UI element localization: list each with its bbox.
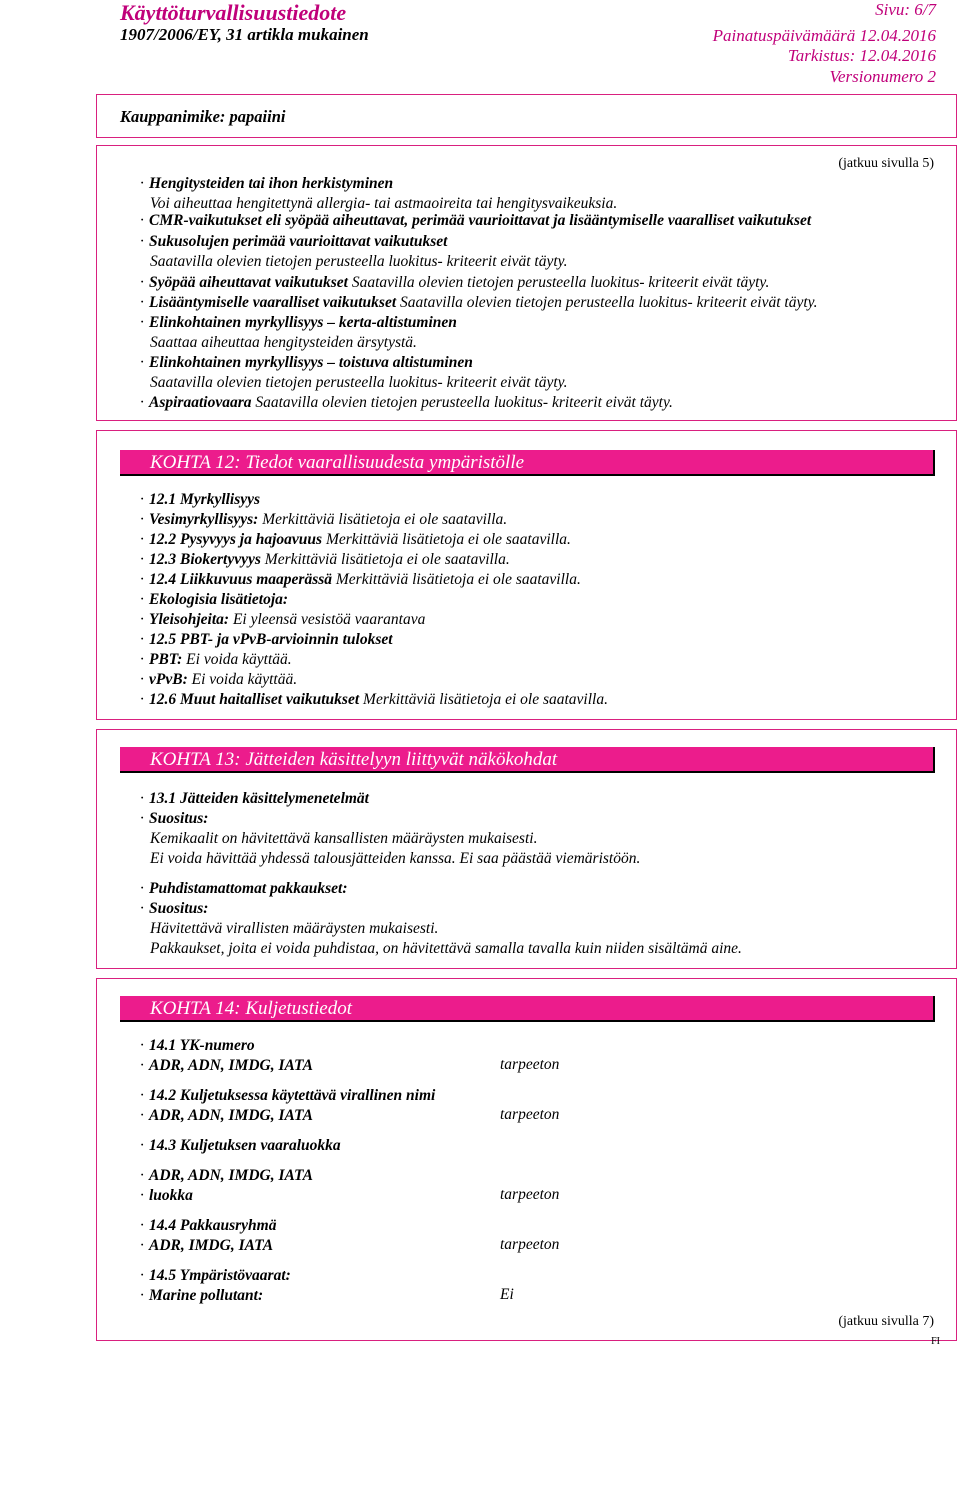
text-line: · CMR-vaikutukset eli syöpää aiheuttavat, perimää vaurioittavat ja lisääntymiselle vaaralliset vaikutukset [140, 212, 812, 229]
text-line: · 14.2 Kuljetuksessa käytettävä virallinen nimi [140, 1087, 436, 1104]
text-line: · 14.5 Ympäristövaarat: [140, 1267, 291, 1284]
text-line: · 12.4 Liikkuvuus maaperässä Merkittäviä lisätietoja ei ole saatavilla. [140, 571, 581, 588]
trade-name-box [96, 94, 957, 138]
document-title: Käyttöturvallisuustiedote [120, 0, 347, 25]
text-line: · Elinkohtainen myrkyllisyys – toistuva altistuminen [140, 354, 473, 371]
text-line: · ADR, ADN, IMDG, IATA [140, 1107, 313, 1124]
text-line: · Marine pollutant: [140, 1287, 264, 1304]
text-line: · 14.3 Kuljetuksen vaaraluokka [140, 1137, 341, 1154]
language-code: FI [931, 1336, 940, 1347]
text-line: · ADR, IMDG, IATA [140, 1237, 274, 1254]
value-cell: tarpeeton [500, 1186, 560, 1203]
text-line: Hävitettävä virallisten määräysten mukaisesti. [150, 920, 439, 937]
text-line: · Elinkohtainen myrkyllisyys – kerta-altistuminen [140, 314, 457, 331]
text-line: · Puhdistamattomat pakkaukset: [140, 880, 348, 897]
text-line: Saatavilla olevien tietojen perusteella luokitus- kriteerit eivät täyty. [150, 374, 568, 391]
text-line: Voi aiheuttaa hengitettynä allergia- tai astmaoireita tai hengitysvaikeuksia. [150, 195, 618, 212]
value-cell: Ei [500, 1286, 514, 1303]
text-line: · 14.4 Pakkausryhmä [140, 1217, 277, 1234]
page-number: Sivu: 6/7 [875, 0, 936, 19]
text-line: · Ekologisia lisätietoja: [140, 591, 289, 608]
text-line: · Suositus: [140, 810, 209, 827]
text-line: Saatavilla olevien tietojen perusteella luokitus- kriteerit eivät täyty. [150, 253, 568, 270]
section-14-header: KOHTA 14: Kuljetustiedot [120, 996, 935, 1022]
version-number: Versionumero 2 [829, 67, 936, 86]
text-line: · 13.1 Jätteiden käsittelymenetelmät [140, 790, 369, 807]
section-12-header: KOHTA 12: Tiedot vaarallisuudesta ympäristölle [120, 450, 935, 476]
value-cell: tarpeeton [500, 1236, 560, 1253]
text-line: · 12.5 PBT- ja vPvB-arvioinnin tulokset [140, 631, 393, 648]
text-line: · vPvB: Ei voida käyttää. [140, 671, 298, 688]
text-line: · Lisääntymiselle vaaralliset vaikutukset Saatavilla olevien tietojen perusteella luokitus- kriteerit eivät täyty. [140, 294, 818, 311]
text-line: · 12.6 Muut haitalliset vaikutukset Merkittäviä lisätietoja ei ole saatavilla. [140, 691, 608, 708]
value-cell: tarpeeton [500, 1056, 560, 1073]
text-line: · Syöpää aiheuttavat vaikutukset Saatavilla olevien tietojen perusteella luokitus- kriteerit eivät täyty. [140, 274, 770, 291]
text-line: · Aspiraatiovaara Saatavilla olevien tietojen perusteella luokitus- kriteerit eivät täyty. [140, 394, 673, 411]
text-line: · Yleisohjeita: Ei yleensä vesistöä vaarantava [140, 611, 426, 628]
text-line: Kemikaalit on hävitettävä kansallisten määräysten mukaisesti. [150, 830, 538, 847]
text-line: · Hengitysteiden tai ihon herkistyminen [140, 175, 394, 192]
text-line: · ADR, ADN, IMDG, IATA [140, 1057, 313, 1074]
text-line: · PBT: Ei voida käyttää. [140, 651, 292, 668]
text-line: · Sukusolujen perimää vaurioittavat vaikutukset [140, 233, 448, 250]
print-date: Painatuspäivämäärä 12.04.2016 [712, 26, 936, 45]
regulation-reference: 1907/2006/EY, 31 artikla mukainen [120, 25, 369, 44]
text-line: · Suositus: [140, 900, 209, 917]
trade-name: Kauppanimike: papaiini [120, 107, 286, 126]
text-line: Saattaa aiheuttaa hengitysteiden ärsytystä. [150, 334, 417, 351]
text-line: · 12.3 Biokertyvyys Merkittäviä lisätietoja ei ole saatavilla. [140, 551, 510, 568]
revision-date: Tarkistus: 12.04.2016 [787, 46, 936, 65]
value-cell: tarpeeton [500, 1106, 560, 1123]
text-line: · 14.1 YK-numero [140, 1037, 255, 1054]
continued-to: (jatkuu sivulla 7) [838, 1314, 934, 1329]
text-line: Ei voida hävittää yhdessä talousjätteiden kanssa. Ei saa päästää viemäristöön. [150, 850, 641, 867]
continued-from: (jatkuu sivulla 5) [838, 156, 934, 171]
text-line: · 12.1 Myrkyllisyys [140, 491, 261, 508]
text-line: · luokka [140, 1187, 193, 1204]
text-line: · 12.2 Pysyvyys ja hajoavuus Merkittäviä lisätietoja ei ole saatavilla. [140, 531, 571, 548]
text-line: · Vesimyrkyllisyys: Merkittäviä lisätietoja ei ole saatavilla. [140, 511, 508, 528]
section-13-header: KOHTA 13: Jätteiden käsittelyyn liittyvät näkökohdat [120, 747, 935, 773]
text-line: · ADR, ADN, IMDG, IATA [140, 1167, 313, 1184]
text-line: Pakkaukset, joita ei voida puhdistaa, on hävitettävä samalla tavalla kuin niiden sisältämä aine. [150, 940, 742, 957]
